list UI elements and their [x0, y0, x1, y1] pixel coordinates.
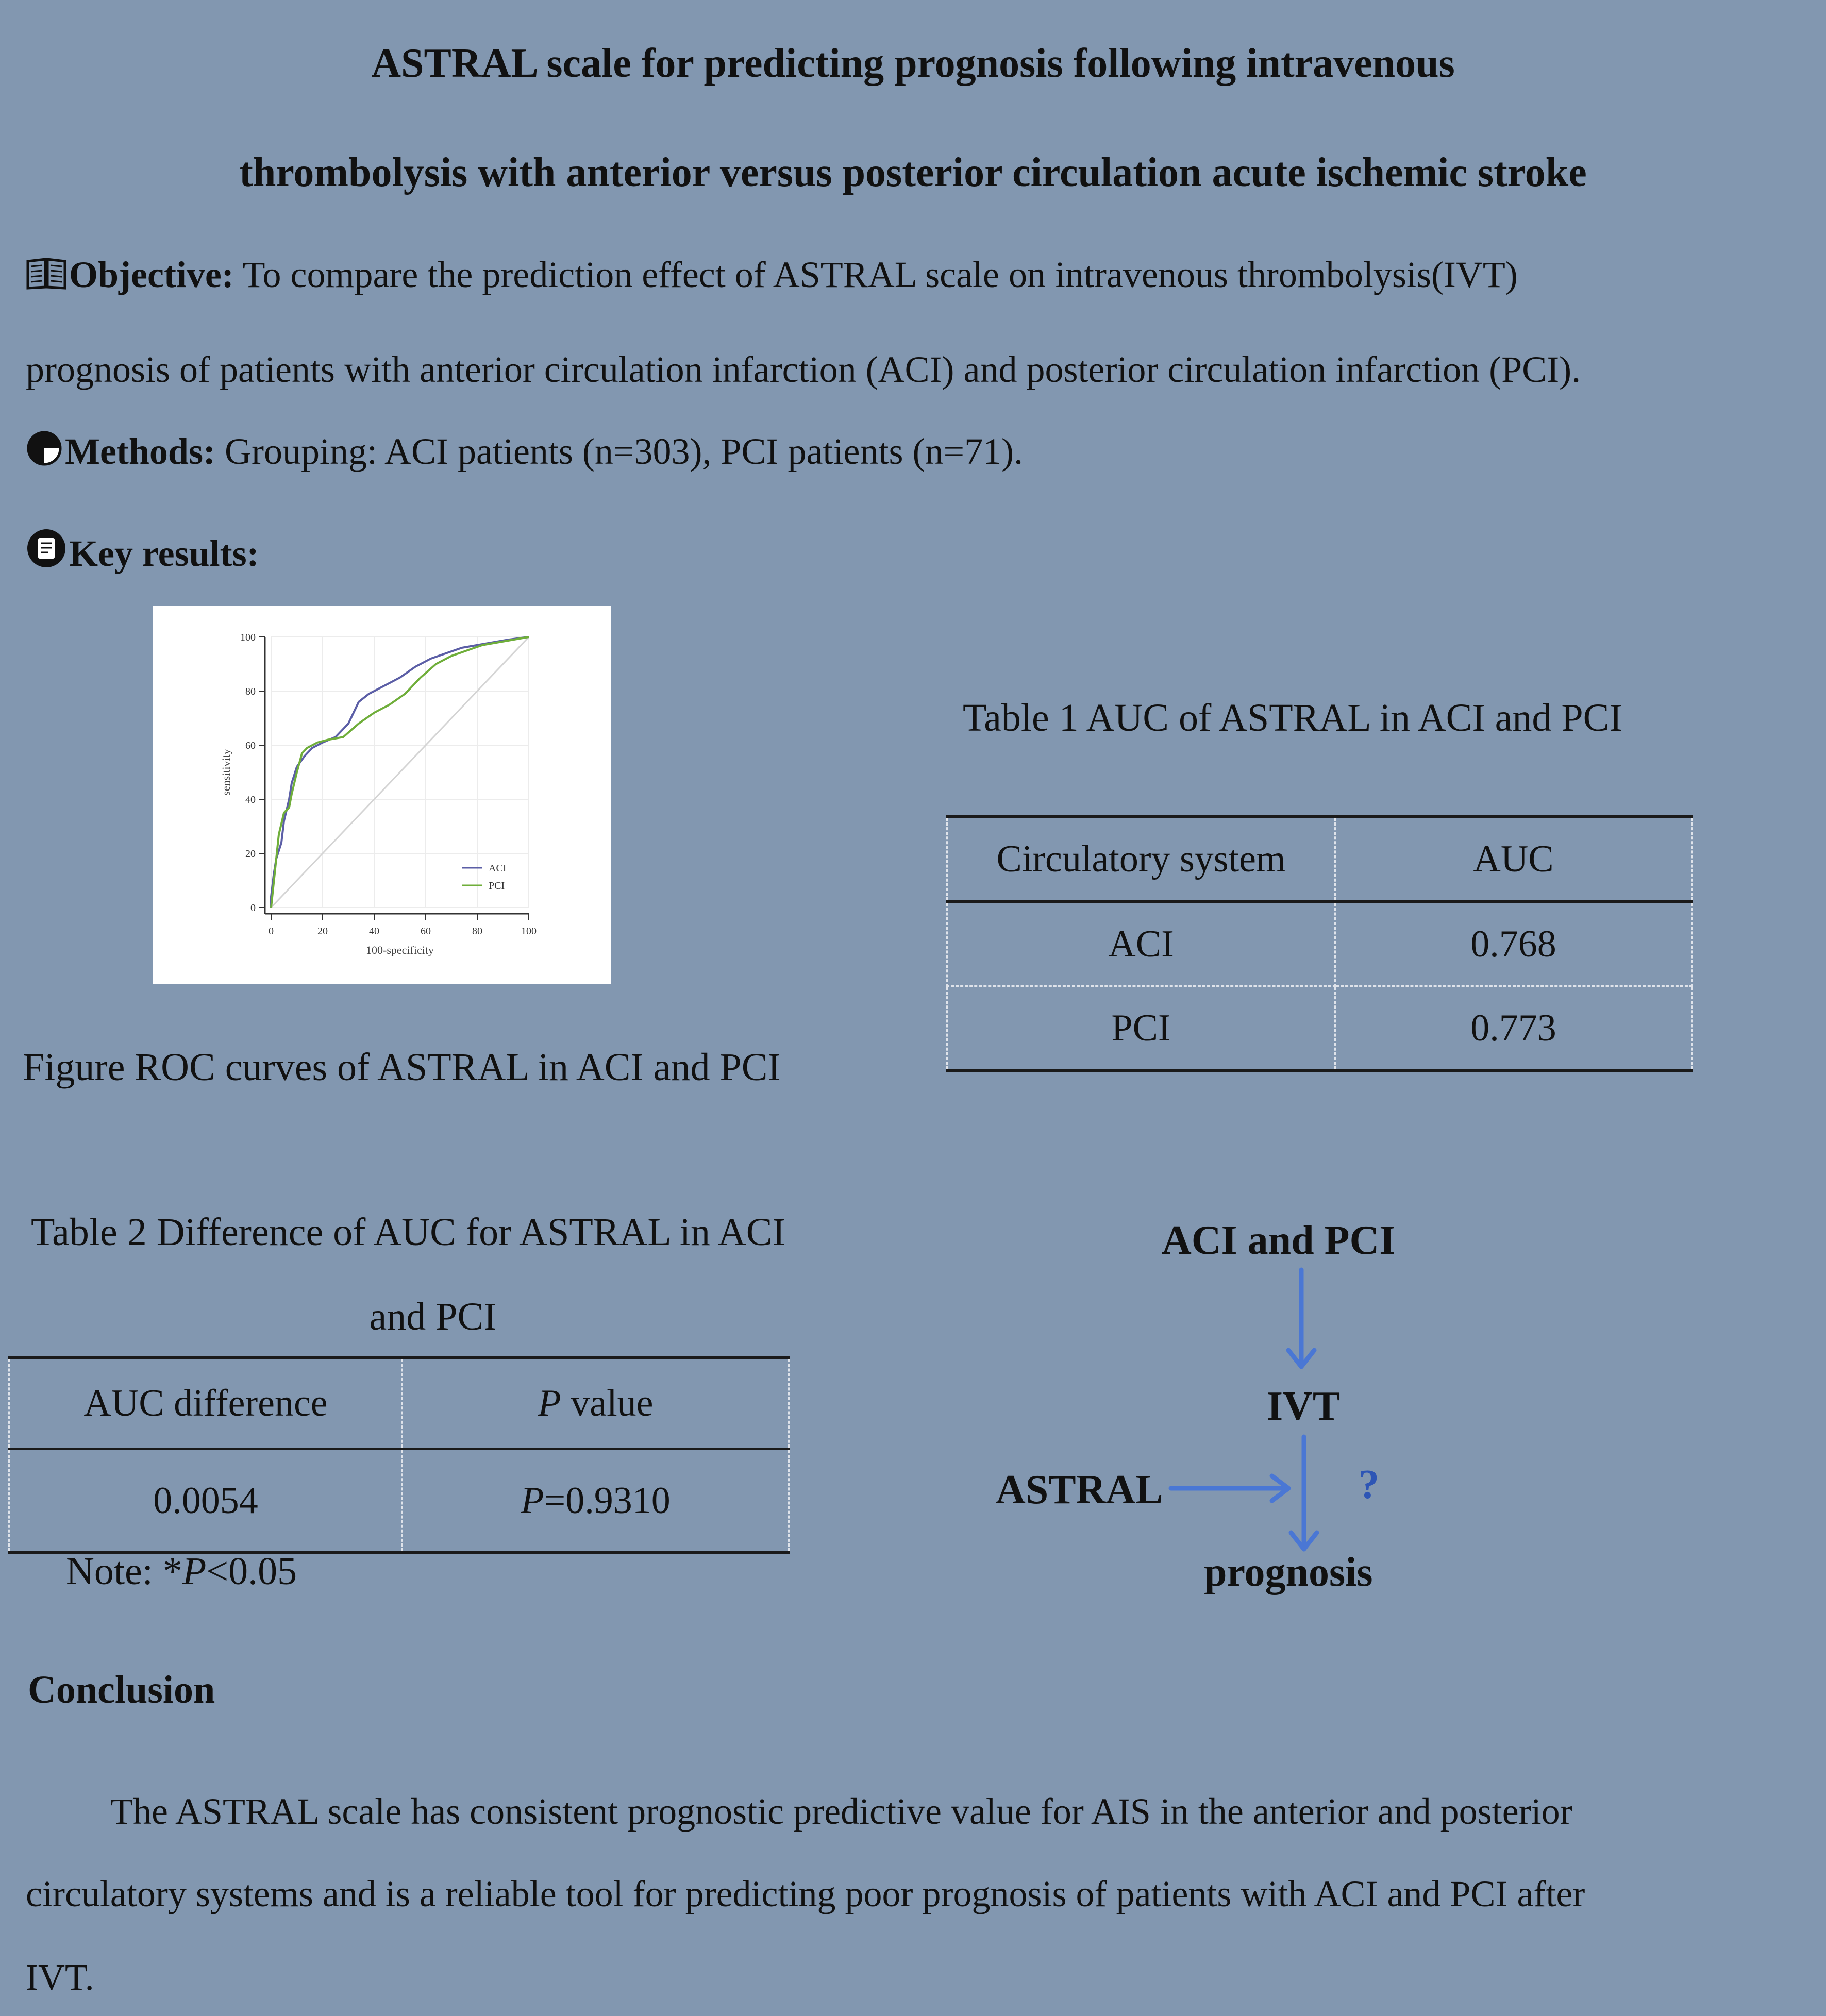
table1-caption: Table 1 AUC of ASTRAL in ACI and PCI	[963, 696, 1622, 740]
methods-label: Methods:	[65, 431, 215, 472]
arrow-down-2	[1291, 1437, 1317, 1549]
roc-y-tick-label: 80	[245, 686, 256, 697]
title-line-2: thrombolysis with anterior versus posterior circulation acute ischemic stroke	[239, 150, 1587, 195]
notepad-icon	[26, 528, 67, 578]
roc-y-axis-label: sensitivity	[220, 749, 232, 796]
figure-caption: Figure ROC curves of ASTRAL in ACI and PCI	[23, 1046, 781, 1089]
objective-line-2: prognosis of patients with anterior circulation infarction (ACI) and posterior circulation infarction (PCI).	[26, 349, 1581, 390]
arrow-right	[1171, 1476, 1288, 1501]
roc-legend	[462, 863, 506, 892]
table2-header-row	[9, 1358, 789, 1449]
roc-x-tick-label: 80	[472, 926, 482, 937]
methods-line	[26, 430, 1023, 476]
conclusion-line-1: The ASTRAL scale has consistent prognostic predictive value for AIS in the anterior and posterior	[110, 1791, 1572, 1832]
table2-caption-line-2: and PCI	[369, 1295, 497, 1338]
half-circle-icon	[26, 430, 63, 476]
table2-cell	[403, 1449, 789, 1553]
roc-x-tick-label: 0	[269, 926, 274, 937]
roc-chart	[153, 606, 611, 984]
flow-middle-label: IVT	[1267, 1384, 1341, 1429]
note-text: <0.05	[206, 1550, 297, 1593]
p-italic: P	[182, 1550, 207, 1593]
table2	[8, 1356, 790, 1554]
table1-cell: ACI	[947, 902, 1335, 986]
table1-row	[947, 902, 1692, 986]
table1-cell: 0.768	[1335, 902, 1692, 986]
table2-row	[9, 1449, 789, 1553]
key-results-heading	[26, 528, 259, 578]
p-italic: P	[521, 1479, 544, 1522]
table2-cell: 0.0054	[9, 1449, 403, 1553]
note-prefix: Note: *	[66, 1550, 182, 1593]
objective-label: Objective:	[69, 254, 234, 295]
table1-cell: 0.773	[1335, 986, 1692, 1071]
flow-left-label: ASTRAL	[996, 1467, 1163, 1513]
roc-x-tick-label: 60	[421, 926, 431, 937]
roc-y-tick-label: 40	[245, 794, 256, 805]
roc-y-tick-label: 0	[250, 902, 256, 914]
table1-header-cell: AUC	[1335, 817, 1692, 902]
roc-y-tick-label: 100	[240, 632, 256, 643]
title-line-1: ASTRAL scale for predicting prognosis following intravenous	[371, 41, 1455, 86]
conclusion-line-2: circulatory systems and is a reliable tool for predicting poor prognosis of patients with ACI and PCI after	[26, 1873, 1585, 1914]
table1-header-row	[947, 817, 1692, 902]
table2-header-cell	[403, 1358, 789, 1449]
roc-legend-label: PCI	[489, 880, 505, 892]
key-results-label: Key results:	[69, 533, 259, 574]
flow-bottom-label: prognosis	[1204, 1550, 1373, 1595]
table2-header-text: value	[561, 1382, 654, 1424]
roc-x-axis-label: 100-specificity	[366, 944, 434, 956]
table2-note	[66, 1549, 297, 1594]
flow-question-mark: ?	[1359, 1462, 1379, 1507]
roc-y-tick-label: 60	[245, 740, 256, 751]
roc-legend-label: ACI	[489, 863, 507, 874]
roc-x-tick-label: 40	[369, 926, 379, 937]
table2-cell-text: =0.9310	[544, 1479, 671, 1522]
conclusion-line-3: IVT.	[26, 1957, 94, 1998]
table1	[946, 815, 1693, 1072]
table2-header-cell: AUC difference	[9, 1358, 403, 1449]
roc-figure	[153, 606, 611, 984]
flow-top-label: ACI and PCI	[1162, 1218, 1396, 1263]
objective-line-1	[26, 254, 1518, 299]
objective-text-1: To compare the prediction effect of ASTRAL scale on intravenous thrombolysis(IVT)	[233, 254, 1518, 295]
table1-cell: PCI	[947, 986, 1335, 1071]
book-icon	[26, 257, 67, 299]
table1-header-cell: Circulatory system	[947, 817, 1335, 902]
flow-arrows	[1134, 1257, 1371, 1556]
methods-text: Grouping: ACI patients (n=303), PCI patients (n=71).	[215, 431, 1024, 472]
table2-caption-line-1: Table 2 Difference of AUC for ASTRAL in ACI	[31, 1211, 785, 1254]
conclusion-heading: Conclusion	[28, 1668, 215, 1711]
arrow-down-1	[1288, 1270, 1314, 1367]
roc-x-tick-label: 20	[317, 926, 328, 937]
roc-y-tick-label: 20	[245, 848, 256, 860]
p-italic: P	[538, 1382, 561, 1424]
roc-x-tick-label: 100	[521, 926, 537, 937]
table1-row	[947, 986, 1692, 1071]
